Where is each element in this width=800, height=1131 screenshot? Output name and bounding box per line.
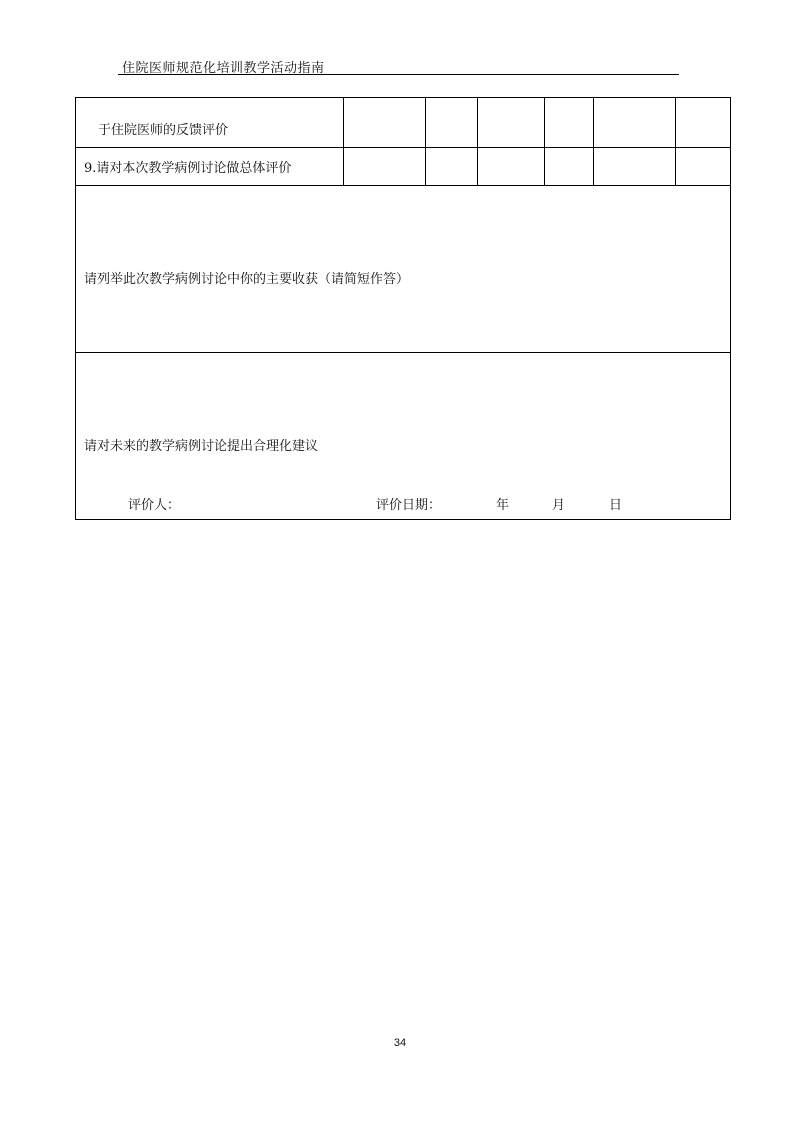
evaluation-table: [75, 97, 731, 520]
row-label-feedback: 于住院医师的反馈评价: [76, 98, 344, 148]
header-rule: [118, 74, 679, 75]
page-number: 34: [393, 1037, 407, 1049]
table-row: [76, 98, 731, 148]
table-row: [76, 186, 731, 353]
day-label: 日: [609, 498, 623, 513]
rating-cell[interactable]: [594, 148, 676, 186]
year-label: 年: [496, 498, 510, 513]
question-main-gains-label: 请列举此次教学病例讨论中你的主要收获（请简短作答）: [84, 271, 410, 287]
row-label-overall: 9.请对本次教学病例讨论做总体评价: [76, 148, 344, 186]
month-label: 月: [552, 498, 566, 513]
rating-cell[interactable]: [478, 148, 545, 186]
rating-cell[interactable]: [426, 148, 478, 186]
rating-cell[interactable]: [676, 98, 731, 148]
evaluator-label: 评价人：: [128, 498, 181, 513]
rating-cell[interactable]: [344, 98, 426, 148]
rating-cell[interactable]: [676, 148, 731, 186]
question-suggestions-label: 请对未来的教学病例讨论提出合理化建议: [84, 438, 319, 454]
date-label: 评价日期：: [376, 498, 442, 513]
rating-cell[interactable]: [594, 98, 676, 148]
rating-cell[interactable]: [344, 148, 426, 186]
header-title: 住院医师规范化培训教学活动指南: [122, 61, 325, 76]
rating-cell[interactable]: [478, 98, 545, 148]
rating-cell[interactable]: [545, 98, 594, 148]
rating-cell[interactable]: [426, 98, 478, 148]
question-main-gains[interactable]: [76, 186, 731, 353]
table-row: [76, 148, 731, 186]
rating-cell[interactable]: [545, 148, 594, 186]
